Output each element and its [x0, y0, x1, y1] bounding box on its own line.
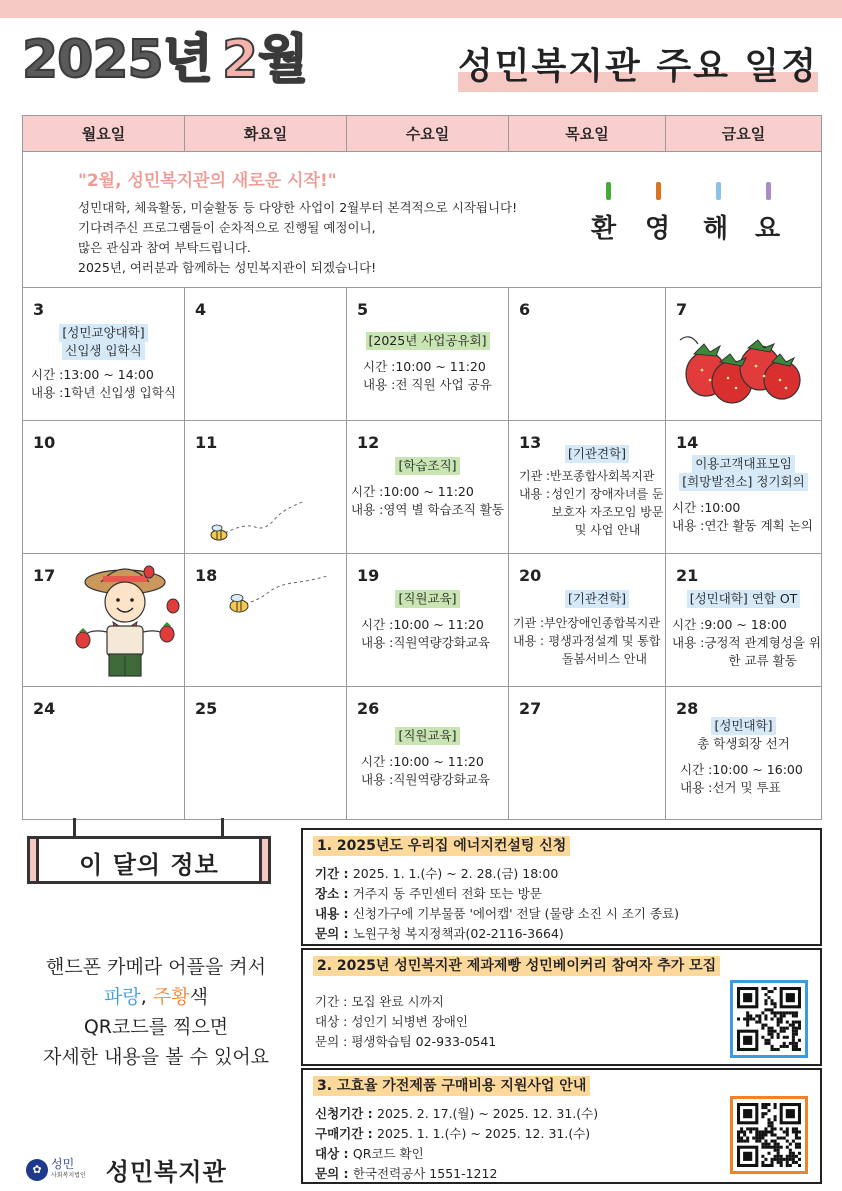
time-value: 10:00 ~ 16:00 [712, 762, 803, 777]
blue-word: 파랑 [104, 986, 141, 1008]
comma-text: , [140, 986, 153, 1008]
info-box-body [315, 864, 820, 944]
row-label: 내용 : [315, 906, 353, 921]
info-box-appliance [301, 1068, 822, 1184]
strawberries-illustration [674, 330, 814, 410]
content-label: 내용 : [672, 518, 705, 533]
info-label-text: 이 달의 정보 [79, 851, 219, 879]
content-label: 내용 : [361, 772, 394, 787]
day-cell-19 [347, 554, 509, 687]
time-value: 10:00 [704, 500, 741, 515]
logo-small-text: 성민 [51, 1156, 75, 1171]
day-number: 26 [357, 699, 380, 718]
day-cell-24 [23, 687, 185, 820]
qr-instructions [22, 952, 290, 1072]
banner-quote: "2월, 성민복지관의 새로운 시작!" [78, 171, 337, 191]
sign-side-bar [259, 836, 271, 884]
content-value: 평생과정설계 및 통합돌봄서비스 안내 [548, 634, 661, 666]
row-value: 2025. 1. 1.(수) ~ 2025. 12. 31.(수) [377, 1126, 591, 1141]
event-tag: [직원교육] [395, 590, 459, 608]
info-box-title: 2. 2025년 성민복지관 제과제빵 성민베이커리 참여자 추가 모집 [313, 956, 720, 976]
org-value: 부안장애인종합복지관 [544, 616, 660, 630]
bee-illustration [215, 570, 335, 620]
day-number: 28 [676, 699, 699, 718]
day-number: 4 [195, 300, 207, 319]
content-value: 긍정적 관계형성을 위한 교류 활동 [704, 635, 821, 668]
org-label: 기관 : [519, 469, 551, 483]
row-label: 기간 : [315, 994, 352, 1009]
info-box-bakery [301, 948, 822, 1066]
day-number: 13 [519, 433, 542, 452]
row-value: 거주지 동 주민센터 전화 또는 방문 [352, 886, 542, 901]
content-label: 내용 : [519, 487, 551, 501]
schedule-title [458, 38, 818, 94]
event [509, 445, 665, 539]
day-cell-21 [666, 554, 822, 687]
day-cell-26 [347, 687, 509, 820]
day-number: 27 [519, 699, 542, 718]
content-label: 내용 : [680, 780, 713, 795]
event-tag: [기관견학] [565, 445, 629, 463]
bee-illustration [185, 491, 347, 551]
row-value: 신청가구에 기부물품 '에어캡' 전달 (물량 소진 시 조기 종료) [352, 906, 679, 921]
content-label: 내용 : [351, 502, 384, 517]
qr-code-orange[interactable] [730, 1096, 808, 1174]
time-label: 시간 : [361, 754, 394, 769]
content-label: 내용 : [361, 635, 394, 650]
time-value: 10:00 ~ 11:20 [383, 484, 474, 499]
row-value: 평생학습팀 02-933-0541 [351, 1034, 497, 1049]
day-cell-7 [666, 288, 822, 421]
welcome-char: 영 [645, 214, 671, 244]
row-label: 신청기간 : [315, 1106, 378, 1121]
day-cell-13 [509, 421, 666, 554]
event-tag: [성민대학] 연합 OT [687, 590, 801, 608]
day-cell-28 [666, 687, 822, 820]
time-value: 9:00 ~ 18:00 [704, 617, 787, 632]
day-number: 19 [357, 566, 380, 585]
day-number: 11 [195, 433, 218, 452]
weekday-tue: 화요일 [185, 116, 347, 152]
time-label: 시간 : [31, 367, 64, 382]
event-tag: 신입생 입학식 [62, 342, 144, 360]
month-title [22, 30, 308, 92]
event [666, 717, 821, 797]
event [347, 590, 508, 652]
event-tag: [성민교양대학] [59, 324, 147, 342]
event [347, 332, 508, 394]
weekday-wed: 수요일 [347, 116, 509, 152]
day-number: 20 [519, 566, 542, 585]
row-label: 구매기간 : [315, 1126, 378, 1141]
time-label: 시간 : [672, 617, 705, 632]
day-cell-25 [185, 687, 347, 820]
year-text: 2025년 [22, 30, 212, 90]
content-value: 성인기 장애자녀를 둔 보호자 자조모임 방문 및 사업 안내 [551, 487, 664, 537]
hanging-string [73, 818, 76, 838]
content-label: 내용 : [672, 635, 705, 650]
day-number: 25 [195, 699, 218, 718]
content-value: 1학년 신입생 입학식 [63, 385, 176, 400]
time-label: 시간 : [351, 484, 384, 499]
logo-small [51, 1158, 86, 1182]
day-number: 7 [676, 300, 688, 319]
event [347, 457, 508, 519]
day-cell-11 [185, 421, 347, 554]
welcome-char: 요 [755, 214, 781, 244]
time-label: 시간 : [361, 617, 394, 632]
content-value: 선거 및 투표 [712, 780, 781, 795]
qr-note-line: 핸드폰 카메라 어플을 켜서 [45, 956, 266, 978]
day-cell-3 [23, 288, 185, 421]
day-cell-10 [23, 421, 185, 554]
logo-sub-text: 사회복지법인 [51, 1171, 86, 1179]
day-cell-27 [509, 687, 666, 820]
schedule-title-text: 성민복지관 주요 일정 [457, 46, 818, 87]
farmer-character-illustration [63, 560, 183, 684]
welcome-char: 환 [591, 214, 617, 244]
info-box-title: 1. 2025년도 우리집 에너지컨설팅 신청 [313, 836, 570, 856]
day-number: 12 [357, 433, 380, 452]
content-value: 영역 별 학습조직 활동 [383, 502, 504, 517]
time-value: 10:00 ~ 11:20 [393, 754, 484, 769]
info-box-energy [301, 828, 822, 946]
event-tag: 총 학생회장 선거 [697, 736, 790, 751]
row-value: QR코드 확인 [352, 1146, 424, 1161]
time-label: 시간 : [363, 359, 396, 374]
content-label: 내용 : [363, 377, 396, 392]
row-value: 2025. 2. 17.(월) ~ 2025. 12. 31.(수) [377, 1106, 599, 1121]
day-number: 10 [33, 433, 56, 452]
weekday-thu: 목요일 [509, 116, 666, 152]
row-value: 한국전력공사 1551-1212 [352, 1166, 498, 1181]
day-cell-14 [666, 421, 822, 554]
day-number: 24 [33, 699, 56, 718]
row-label: 장소 : [315, 886, 353, 901]
content-label: 내용 : [513, 634, 545, 648]
event [23, 324, 184, 402]
day-cell-4 [185, 288, 347, 421]
time-value: 13:00 ~ 14:00 [63, 367, 154, 382]
row-value: 노원구청 복지정책과(02-2116-3664) [352, 926, 564, 941]
sign-side-bar [27, 836, 39, 884]
row-value: 모집 완료 시까지 [351, 994, 444, 1009]
candle-icon [716, 182, 721, 200]
content-label: 내용 : [31, 385, 64, 400]
event [509, 590, 665, 668]
event [347, 727, 508, 789]
event-tag: [직원교육] [395, 727, 459, 745]
day-cell-6 [509, 288, 666, 421]
event-tag: [2025년 사업공유회] [366, 332, 490, 350]
welcome-letters [583, 182, 793, 252]
row-label: 문의 : [315, 1034, 352, 1049]
event [666, 455, 821, 535]
top-pink-bar [0, 0, 842, 18]
event-tag: [희망발전소] 정기회의 [679, 473, 807, 491]
event-tag: [학습조직] [395, 457, 459, 475]
month-text: 2월 [221, 30, 309, 90]
banner-line: 성민대학, 체육활동, 미술활동 등 다양한 사업이 2월부터 본격적으로 시작됩니다! [78, 200, 518, 215]
welcome-banner [23, 152, 822, 288]
row-label: 대상 : [315, 1146, 353, 1161]
qr-note-line: QR코드를 찍으면 [83, 1016, 229, 1038]
qr-code-icon [737, 1103, 801, 1167]
day-number: 6 [519, 300, 531, 319]
content-value: 직원역량강화교육 [393, 772, 490, 787]
day-number: 3 [33, 300, 45, 319]
time-label: 시간 : [680, 762, 713, 777]
time-value: 10:00 ~ 11:20 [395, 359, 486, 374]
row-label: 대상 : [315, 1014, 352, 1029]
orange-word: 주황 [152, 986, 190, 1008]
content-value: 직원역량강화교육 [393, 635, 490, 650]
banner-body [78, 198, 517, 278]
event [666, 590, 821, 670]
event-tag: 이용고객대표모임 [692, 455, 795, 473]
day-cell-17 [23, 554, 185, 687]
candle-icon [606, 182, 611, 200]
day-number: 17 [33, 566, 56, 585]
candle-icon [766, 182, 771, 200]
logo-big-text: 성민복지관 [105, 1158, 227, 1186]
row-value: 2025. 1. 1.(수) ~ 2. 28.(금) 18:00 [352, 866, 559, 881]
content-value: 전 직원 사업 공유 [395, 377, 492, 392]
org-label: 기관 : [513, 616, 545, 630]
row-value: 성인기 뇌병변 장애인 [351, 1014, 468, 1029]
qr-code-blue[interactable] [730, 980, 808, 1058]
info-label-sign [36, 836, 262, 884]
day-cell-18 [185, 554, 347, 687]
content-value: 연간 활동 계획 논의 [704, 518, 813, 533]
time-label: 시간 : [672, 500, 705, 515]
org-emblem-icon: ✿ [26, 1159, 48, 1181]
banner-line: 2025년, 여러분과 함께하는 성민복지관이 되겠습니다! [78, 260, 377, 275]
banner-line: 많은 관심과 참여 부탁드립니다. [78, 240, 251, 255]
weekday-header-row [23, 116, 822, 152]
qr-note-line: 자세한 내용을 볼 수 있어요 [42, 1046, 270, 1068]
day-number: 18 [195, 566, 218, 585]
org-value: 반포종합사회복지관 [550, 469, 655, 483]
time-value: 10:00 ~ 11:20 [393, 617, 484, 632]
calendar-table [22, 115, 822, 820]
event-tag: [기관견학] [565, 590, 629, 608]
event-tag: [성민대학] [711, 717, 775, 735]
color-suffix: 색 [189, 986, 208, 1008]
row-label: 문의 : [315, 1166, 353, 1181]
day-cell-5 [347, 288, 509, 421]
qr-note-line [22, 982, 290, 1012]
footer-logo [26, 1152, 227, 1187]
row-label: 문의 : [315, 926, 353, 941]
day-cell-20 [509, 554, 666, 687]
weekday-mon: 월요일 [23, 116, 185, 152]
hanging-string [221, 818, 224, 838]
banner-line: 기다려주신 프로그램들이 순차적으로 진행될 예정이니, [78, 220, 376, 235]
day-number: 14 [676, 433, 699, 452]
qr-code-icon [737, 987, 801, 1051]
day-cell-12 [347, 421, 509, 554]
day-number: 5 [357, 300, 369, 319]
row-label: 기간 : [315, 866, 353, 881]
welcome-char: 해 [703, 214, 729, 244]
weekday-fri: 금요일 [666, 116, 822, 152]
info-box-title: 3. 고효율 가전제품 구매비용 지원사업 안내 [313, 1076, 590, 1096]
candle-icon [656, 182, 661, 200]
day-number: 21 [676, 566, 699, 585]
